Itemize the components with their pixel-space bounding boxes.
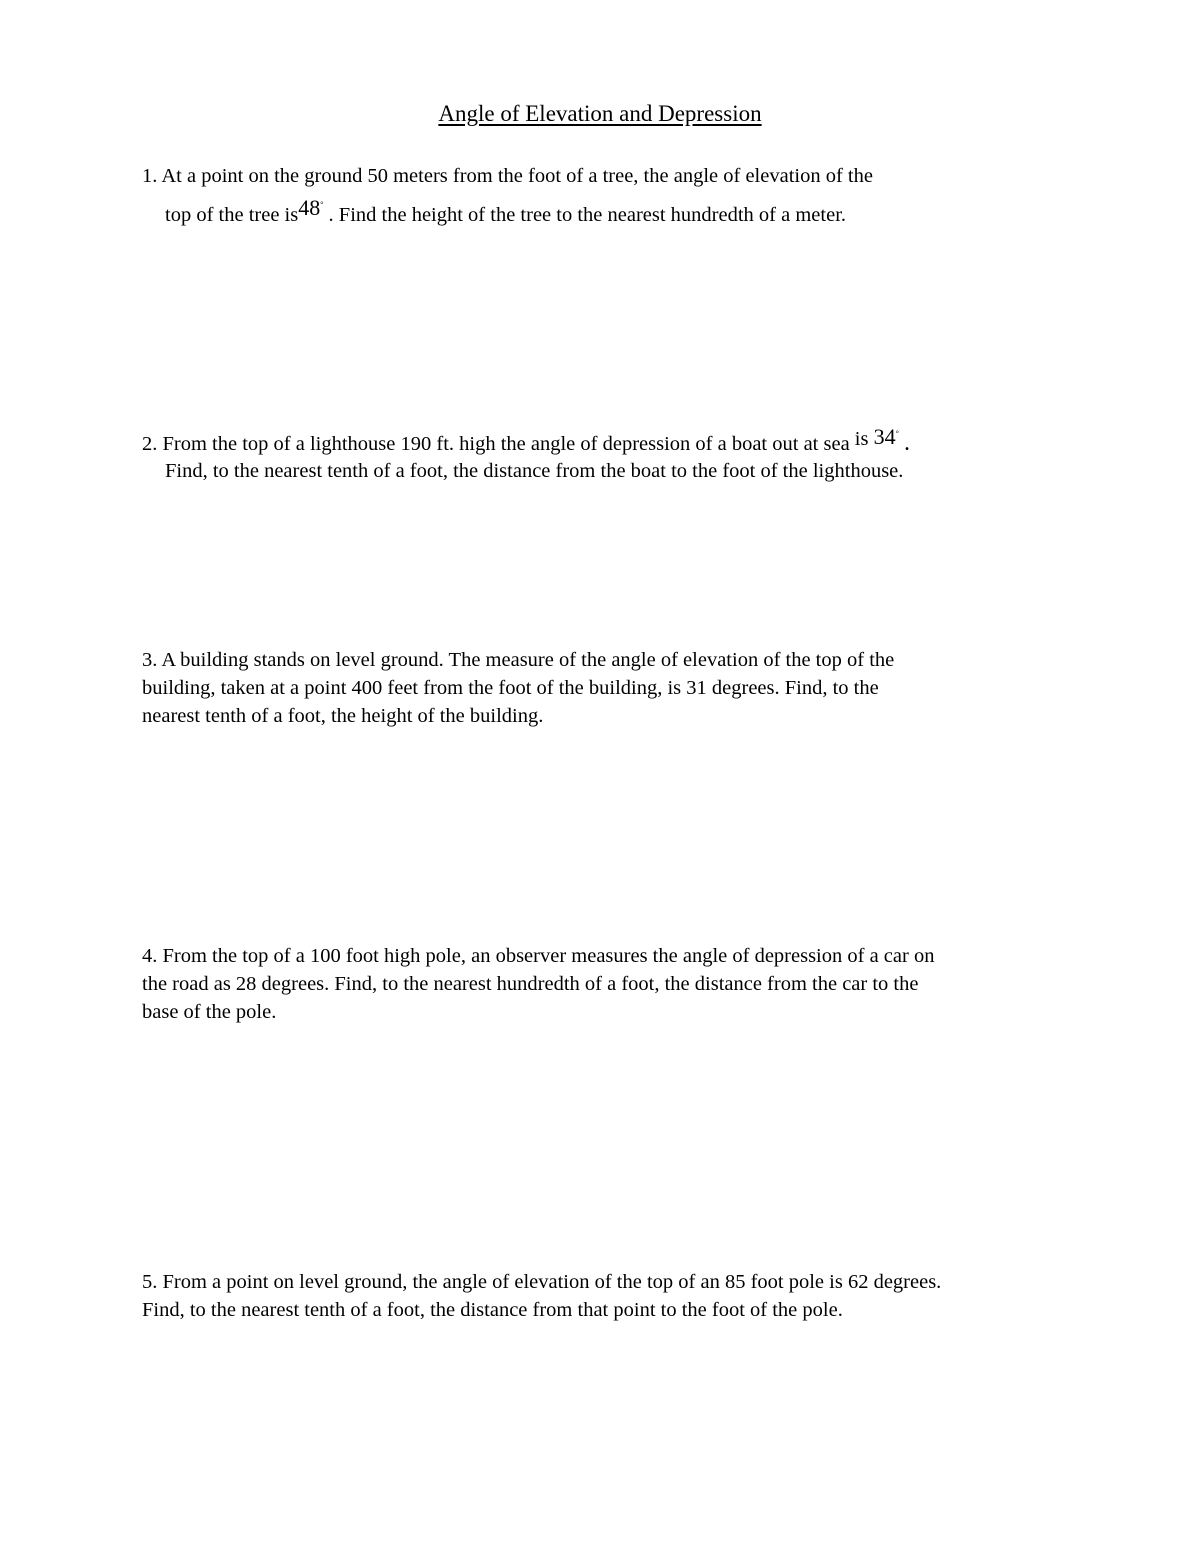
problem-4-line-2: the road as 28 degrees. Find, to the nearest hundredth of a foot, the distance from the car to the <box>142 973 919 995</box>
problem-1-text-b: . Find the height of the tree to the nearest hundredth of a meter. <box>328 204 847 226</box>
problem-2-line-2: Find, to the nearest tenth of a foot, the distance from the boat to the foot of the lighthouse. <box>165 460 904 482</box>
problem-2-text-is: is <box>854 428 869 450</box>
problem-1-line-2 <box>165 195 847 233</box>
problem-4-line-3: base of the pole. <box>142 1001 277 1023</box>
problem-1-line-1: 1. At a point on the ground 50 meters from the foot of a tree, the angle of elevation of the <box>142 165 873 187</box>
problem-4-line-1: 4. From the top of a 100 foot high pole, an observer measures the angle of depression of a car on <box>142 945 935 967</box>
problem-2-angle: 34 <box>873 424 896 449</box>
page-title: Angle of Elevation and Depression <box>438 101 762 126</box>
problem-1-text-a: top of the tree is <box>165 204 299 226</box>
problem-5-line-1: 5. From a point on level ground, the angle of elevation of the top of an 85 foot pole is 62 degrees. <box>142 1271 942 1293</box>
problem-3-line-1: 3. A building stands on level ground. The measure of the angle of elevation of the top of the <box>142 649 895 671</box>
problem-1-degree-symbol: ° <box>320 200 324 209</box>
problem-2-text-a: 2. From the top of a lighthouse 190 ft. high the angle of depression of a boat out at sea <box>142 433 850 455</box>
problem-2-degree-symbol: ° <box>895 429 899 438</box>
problem-1-angle: 48 <box>298 195 321 220</box>
problem-3-line-3: nearest tenth of a foot, the height of the building. <box>142 705 544 727</box>
problem-5-line-2: Find, to the nearest tenth of a foot, the distance from that point to the foot of the pole. <box>142 1299 843 1321</box>
problem-2-period: . <box>903 430 910 456</box>
problem-3-line-2: building, taken at a point 400 feet from the foot of the building, is 31 degrees. Find, to the <box>142 677 879 699</box>
